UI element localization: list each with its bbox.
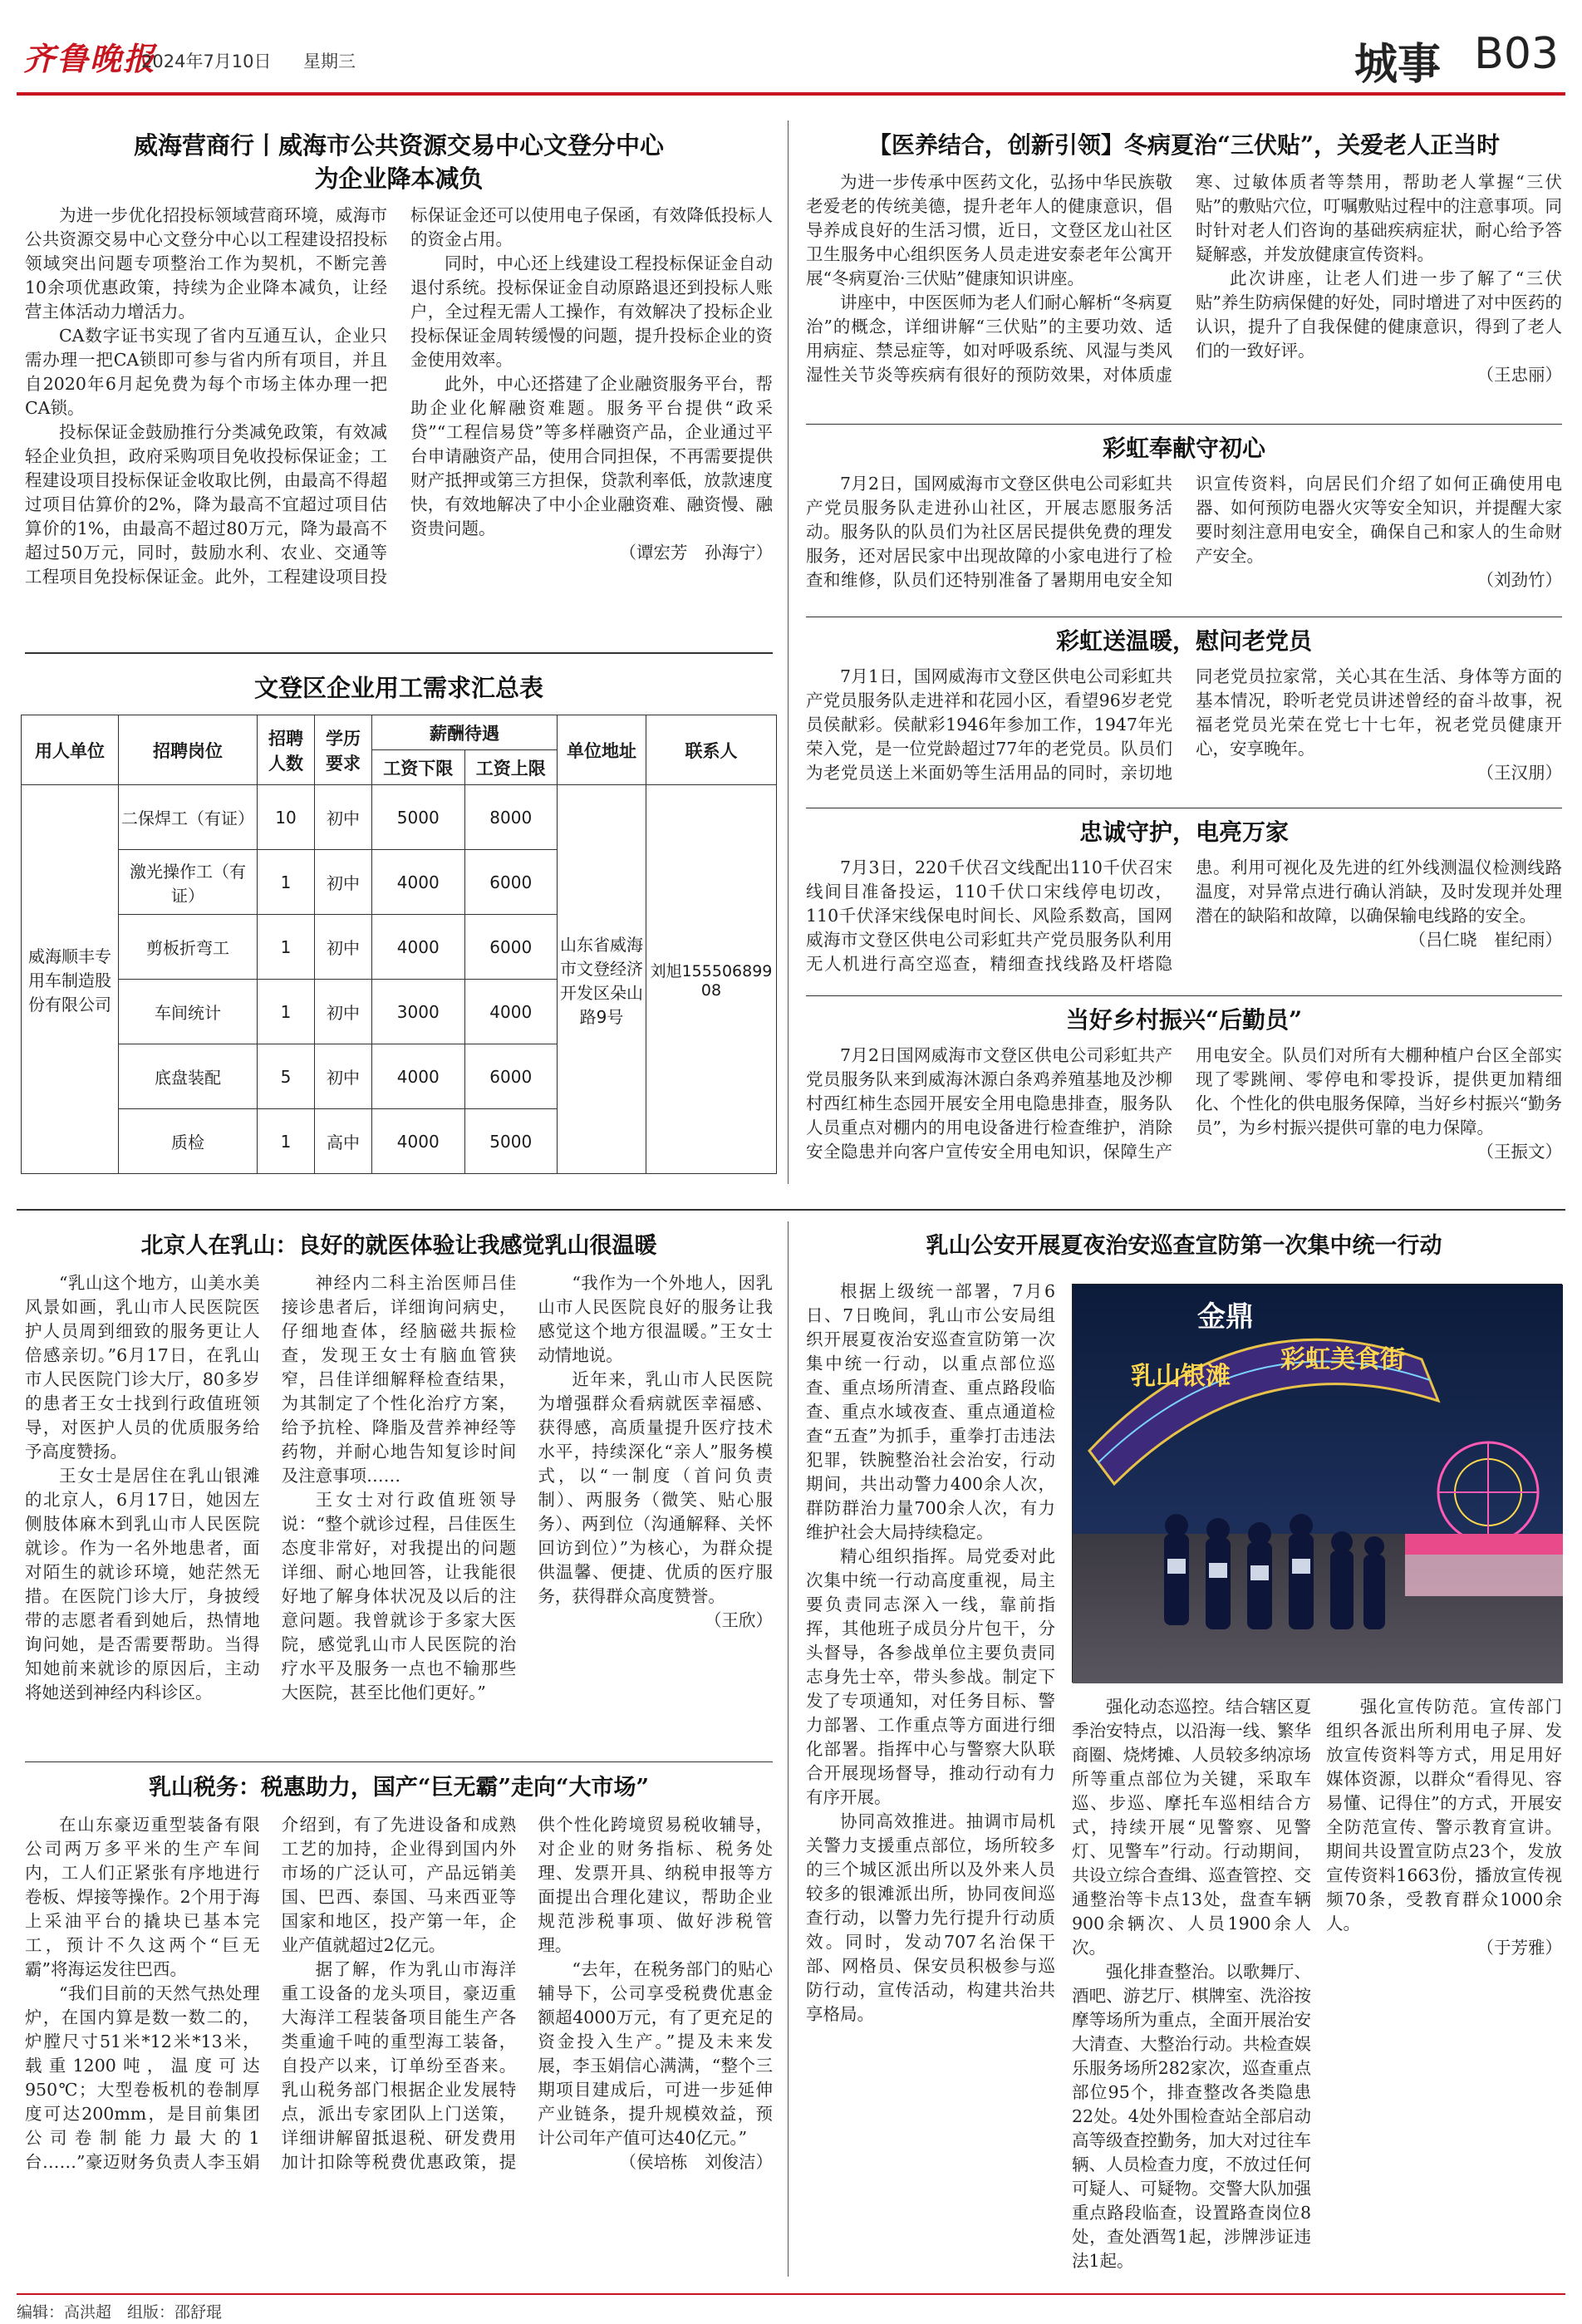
col-header-addr: 单位地址 <box>558 715 646 785</box>
cell-edu: 初中 <box>315 980 372 1044</box>
cell-high: 8000 <box>464 785 558 850</box>
article-business-environment <box>25 129 773 594</box>
article-title: 【医养结合，创新引领】冬病夏治“三伏贴”，关爱老人正当时 <box>867 131 1501 159</box>
divider <box>25 1761 773 1762</box>
cell-high: 6000 <box>464 915 558 980</box>
cell-post: 激光操作工（有证） <box>119 850 258 915</box>
cell-count: 1 <box>258 1109 315 1174</box>
byline: （侯培栋 刘俊洁） <box>619 2152 773 2172</box>
paragraph: 根据上级统一部署，7月6日、7日晚间，乳山市公安局组织开展夏夜治安巡查宣防第一次集中统一行动，以重点部位巡查、重点场所清查、重点路段临查、重点水域夜查、重点通道检查“五查”为抓手，重拳打击违法犯罪，铁腕整治社会治安，行动期间，共出动警力400余人次，群防群治力量700余人次，有力维护社会大局持续稳定。 <box>806 1281 1055 1542</box>
cell-edu: 初中 <box>315 915 372 980</box>
company-cell: 威海顺丰专用车制造股份有限公司 <box>22 785 119 1174</box>
col-header-count: 招聘人数 <box>258 715 315 785</box>
cell-post: 质检 <box>119 1109 258 1174</box>
address-cell: 山东省威海市文登经济开发区朵山路9号 <box>558 785 646 1174</box>
paragraph: 此次讲座，让老人们进一步了解了“三伏贴”养生防病保健的好处，同时增进了对中医药的认识，提升了自我保健的健康意识，得到了老人们的一致好评。 <box>1196 268 1562 361</box>
paragraph: 讲座中，中医医师为老人们耐心解析“冬病夏治”的概念，详细讲解“三伏贴”的主要功效、适用病症、禁忌症等，如对呼吸系统、风湿与类风湿性关节炎等疾病有很好的预防效果，对体质虚寒、过敏体质者等禁用，帮助老人掌握“三伏贴”的敷贴穴位，叮嘱敷贴过程中的注意事项。同时针对老人们咨询的基础疾病症状，耐心给予答疑解惑，并发放健康宣传资料。 <box>806 172 1562 385</box>
article-title: 威海营商行丨威海市公共资源交易中心文登分中心 <box>133 131 664 160</box>
table-title: 文登区企业用工需求汇总表 <box>253 674 543 702</box>
cell-edu: 初中 <box>315 785 372 850</box>
article-beijing-medical <box>25 1230 773 1753</box>
cell-post: 底盘装配 <box>119 1044 258 1109</box>
article-body <box>806 170 1562 445</box>
paragraph: 强化排查整治。以歌舞厅、酒吧、游艺厅、棋牌室、洗浴按摩等场所为重点，全面开展治安大清查、大整治行动。共检查娱乐服务场所282家次，巡查重点部位95个，排查整改各类隐患22处。4处外围检查站全部启动高等级查控勤务，加大对过往车辆、人员检查力度，不放过任何可疑人、可疑物。交警大队加强重点路段临查，设置路查岗位8处，查处酒驾1起，涉牌涉证违法1起。 <box>1072 1962 1311 2271</box>
article-subtitle: 为企业降本减负 <box>314 165 484 193</box>
paragraph: 王女士是居住在乳山银滩的北京人，6月17日，她因左侧肢体麻木到乳山市人民医院就诊。作为一名外地患者，面对陌生的就诊环境，她茫然无措。在医院门诊大厅，身披绶带的志愿者看到她后，热情地询问她，是否需要帮助。当得知她前来就诊的原因后，主动将她送到神经内科诊区。 <box>25 1466 260 1702</box>
paragraph: 近年来，乳山市人民医院为增强群众看病就医幸福感、获得感，高质量提升医疗技术水平，持续深化“亲人”服务模式，以“一制度（首问负责制）、两服务（微笑、贴心服务）、两到位（沟通解释、关怀回访到位）”为核心，为群众提供温馨、便捷、优质的医疗服务，获得群众高度赞誉。 <box>538 1369 773 1606</box>
article-loyal-guard <box>806 816 1562 980</box>
job-demand-table <box>21 715 777 1174</box>
night-street-illustration <box>1073 1285 1563 1683</box>
issue-date: 2024年7月10日 <box>141 52 272 71</box>
byline: （谭宏芳 孙海宁） <box>619 543 773 563</box>
paragraph: “我作为一个外地人，因乳山市人民医院良好的服务让我感觉这个地方很温暖。”王女士动情地说。 <box>538 1273 773 1365</box>
cell-edu: 高中 <box>315 1109 372 1174</box>
paragraph: 精心组织指挥。局党委对此次集中统一行动高度重视，局主要负责同志深入一线，靠前指挥，其他班子成员分片包干，分头督导，各参战单位主要负责同志身先士卒，带头参战。制定下发了专项通知，对任务目标、警力部署、工作重点等方面进行细化部署。指挥中心与警察大队联合开展现场督导，推动行动有力有序开展。 <box>806 1546 1055 1807</box>
article-rainbow-warmth <box>806 625 1562 789</box>
byline: （于芳雅） <box>1476 1938 1562 1958</box>
cell-count: 1 <box>258 915 315 980</box>
paragraph: 同时，中心还上线建设工程投标保证金自动退付系统。投标保证金自动原路退还到投标人账户，全过程无需人工操作，有效解决了投标企业投标保证金周转缓慢的问题，提升投标企业的资金使用效率。 <box>410 253 773 370</box>
col-header-salary: 薪酬待遇 <box>372 715 558 750</box>
cell-low: 4000 <box>372 1044 465 1109</box>
cell-high: 4000 <box>464 980 558 1044</box>
newspaper-logo: 齐鲁晚报 <box>23 40 157 77</box>
paragraph: 7月2日国网威海市文登区供电公司彩虹共产党员服务队来到威海沐源白条鸡养殖基地及沙柳村西红柿生态园开展安全用电隐患排查，服务队人员重点对棚内的用电设备进行检查维护，消除安全隐患并向客户宣传安全用电知识，保障生产用电安全。队员们对所有大棚种植户台区全部实现了零跳闸、零停电和零投诉，提供更加精细化、个性化的供电服务保障，当好乡村振兴“勤务员”，为乡村振兴提供可靠的电力保障。 <box>806 1045 1562 1162</box>
section-name: 城事 <box>1354 39 1441 90</box>
article-title: 乳山税务：税惠助力，国产“巨无霸”走向“大市场” <box>148 1775 650 1801</box>
byline: （王忠丽） <box>1476 365 1562 385</box>
col-header-low: 工资下限 <box>372 750 465 785</box>
paragraph: 7月2日，国网威海市文登区供电公司彩虹共产党员服务队走进孙山社区，开展志愿服务活动。服务队的队员们为社区居民提供免费的理发服务，还对居民家中出现故障的小家电进行了检查和维修，队员们还特别准备了暑期用电安全知识宣传资料，向居民们介绍了如何正确使用电器、如何预防电器火灾等安全知识，并提醒大家要时刻注意用电安全，确保自己和家人的生命财产安全。 <box>806 474 1562 590</box>
cell-high: 6000 <box>464 850 558 915</box>
col-header-contact: 联系人 <box>646 715 777 785</box>
paragraph: 协同高效推进。抽调市局机关警力支援重点部位，场所较多的三个城区派出所以及外来人员较多的银滩派出所，协同夜间巡查行动，以警力先行提升行动质效。同时，发动707名治保干部、网格员、保安员积极参与巡防行动，宣传活动，构建共治共享格局。 <box>806 1811 1055 2024</box>
article-body <box>806 1044 1562 1201</box>
police-body-right <box>1326 1695 1562 2260</box>
article-rainbow-dedication <box>806 432 1562 597</box>
cell-post: 车间统计 <box>119 980 258 1044</box>
article-title: 乳山公安开展夏夜治安巡查宣防第一次集中统一行动 <box>926 1233 1442 1259</box>
divider <box>806 995 1562 996</box>
paragraph: “乳山这个地方，山美水美风景如画，乳山市人民医院医护人员周到细致的服务更让人倍感亲切。”6月17日，在乳山市人民医院门诊大厅，80多岁的患者王女士找到行政值班领导，对医护人员的优质服务给予高度赞扬。 <box>25 1273 260 1462</box>
article-body <box>25 204 773 594</box>
police-body-middle <box>1072 1695 1311 2271</box>
cell-post: 二保焊工（有证） <box>119 785 258 850</box>
cell-high: 5000 <box>464 1109 558 1174</box>
article-title: 当好乡村振兴“后勤员” <box>1065 1006 1303 1034</box>
article-tax-support <box>25 1771 773 2278</box>
paragraph: 7月3日，220千伏召文线配出110千伏召宋线间目准备投运，110千伏口宋线停电切改，110千伏泽宋线保电时间长、风险系数高，国网威海市文登区供电公司彩虹共产党员服务队利用无人机进行高空巡查，精细查找线路及杆塔隐患。利用可视化及先进的红外线测温仪检测线路温度，对异常点进行确认消缺，及时发现并处理潜在的缺陷和故障，以确保输电线路的安全。 <box>806 857 1562 974</box>
paragraph: 强化动态巡控。结合辖区夏季治安特点，以沿海一线、繁华商圈、烧烤摊、人员较多纳凉场所等重点部位为关键，采取车巡、步巡、摩托车巡相结合方式，持续开展“见警察、见警灯、见警车”行动。行动期间，共设立综合查缉、巡查管控、交通整治等卡点13处，盘查车辆900余辆次、人员1900余人次。 <box>1072 1697 1311 1958</box>
article-body <box>806 665 1562 789</box>
cell-edu: 初中 <box>315 1044 372 1109</box>
issue-weekday: 星期三 <box>303 52 356 71</box>
paragraph: 此外，中心还搭建了企业融资服务平台，帮助企业化解融资难题。服务平台提供“政采贷”“工程信易贷”等多样融资产品，企业通过平台申请融资产品，使用合同担保，不再需要提供财产抵押或第三方担保，贷款利率低，放款速度快，有效地解决了中小企业融资难、融资慢、融资贵问题。 <box>410 374 773 538</box>
article-body <box>806 856 1562 980</box>
col-header-edu: 学历要求 <box>315 715 372 785</box>
byline: （王汉朋） <box>1476 763 1562 783</box>
article-rural-support <box>806 1004 1562 1201</box>
masthead <box>17 0 1565 96</box>
cell-count: 1 <box>258 850 315 915</box>
article-title: 北京人在乳山：良好的就医体验让我感觉乳山很温暖 <box>140 1233 657 1259</box>
editor-credit: 编辑：高洪超 组版：邵舒琨 <box>17 2303 223 2322</box>
col-header-post: 招聘岗位 <box>119 715 258 785</box>
paragraph: 为进一步传承中医药文化，弘扬中华民族敬老爱老的传统美德，提升老年人的健康意识，倡导养成良好的生活习惯，近日，文登区龙山社区卫生服务中心组织医务人员走进安泰老年公寓开展“冬病夏治·三伏贴”健康知识讲座。 <box>806 172 1172 288</box>
byline: （王振文） <box>1476 1142 1562 1162</box>
column-divider <box>788 120 789 1184</box>
paragraph: 在山东豪迈重型装备有限公司两万多平米的生产车间内，工人们正紧张有序地进行卷板、焊接等操作。2个用于海上采油平台的撬块已基本完工，预计不久这两个“巨无霸”将海运发往巴西。 <box>25 1815 260 1979</box>
paragraph: 据了解，作为乳山市海洋重工设备的龙头项目，豪迈重大海洋工程装备项目能生产各类重逾千吨的重型海工装备，自投产以来，订单纷至沓来。乳山税务部门根据企业发展特点，派出专家团队上门送策，详细讲解留抵退税、研发费用加计扣除等税费优惠政策，提供个性化跨境贸易税收辅导，对企业的财务指标、税务处理、发票开具、纳税申报等方面提出合理化建议，帮助企业规范涉税事项、做好涉税管理。 <box>281 1815 773 2172</box>
paragraph: “我们目前的天然气热处理炉，在国内算是数一数二的，炉膛尺寸51米*12米*13米，载重1200吨，温度可达950℃；大型卷板机的卷制厚度可达200mm，是目前集团公司卷制能力最大的1台……”豪迈财务负责人李玉娟介绍到，有了先进设备和成熟工艺的加持，企业得到国内外市场的广泛认可，产品远销美国、巴西、泰国、马来西亚等国家和地区，投产第一年，企业产值就超过2亿元。 <box>25 1815 517 2172</box>
paragraph: 神经内二科主治医师吕佳接诊患者后，详细询问病史，仔细地查体，经脑磁共振检查，发现王女士有脑血管狭窄，吕佳详细解释检查结果，为其制定了个性化治疗方案，给予抗栓、降脂及营养神经等药物，并耐心地告知复诊时间及注意事项…… <box>281 1273 517 1486</box>
sign-food-street: 彩虹美食街 <box>1280 1345 1405 1374</box>
byline: （吕仁晓 崔纪雨） <box>1408 930 1562 950</box>
cell-low: 4000 <box>372 1109 465 1174</box>
paragraph: 为进一步优化招投标领域营商环境，威海市公共资源交易中心文登分中心以工程建设招投标领域突出问题专项整治工作为契机，不断完善10余项优惠政策，持续为企业降本减负，让经营主体活动力增活力。 <box>25 205 387 322</box>
paragraph: CA数字证书实现了省内互通互认，企业只需办理一把CA锁即可参与省内所有项目，并且自2020年6月起免费为每个市场主体办理一把CA锁。 <box>25 326 387 418</box>
cell-edu: 初中 <box>315 850 372 915</box>
article-police-patrol <box>806 1230 1562 1276</box>
article-title: 彩虹奉献守初心 <box>1102 435 1265 462</box>
divider <box>806 424 1562 425</box>
article-moxibustion <box>806 129 1562 445</box>
paragraph: 王女士对行政值班领导说：“整个就诊过程，吕佳医生态度非常好，对我提出的问题详细、耐心地回答，让我能很好地了解身体状况及以后的注意问题。我曾就诊于多家大医院，感觉乳山市人民医院的治疗水平及服务一点也不输那些大医院，甚至比他们更好。” <box>281 1490 517 1702</box>
article-title: 忠诚守护，电亮万家 <box>1078 818 1289 846</box>
cell-count: 1 <box>258 980 315 1044</box>
cell-low: 5000 <box>372 785 465 850</box>
article-job-table <box>21 671 777 1174</box>
divider <box>25 652 773 654</box>
cell-count: 5 <box>258 1044 315 1109</box>
article-title: 彩虹送温暖，慰问老党员 <box>1055 627 1312 655</box>
sign-silver-beach: 乳山银滩 <box>1131 1362 1231 1391</box>
page-footer <box>17 2293 1565 2322</box>
paragraph: 7月1日，国网威海市文登区供电公司彩虹共产党员服务队走进祥和花园小区，看望96岁老党员侯献彩。侯献彩1946年参加工作，1947年光荣入党，是一位党龄超过77年的老党员。队员们为老党员送上米面奶等生活用品的同时，亲切地同老党员拉家常，关心其在生活、身体等方面的基本情况，聆听老党员讲述曾经的奋斗故事，祝福老党员光荣在党七十七年，祝老党员健康开心，安享晚年。 <box>806 666 1562 783</box>
paragraph: 强化宣传防范。宣传部门组织各派出所利用电子屏、发放宣传资料等方式，用足用好媒体资源，以群众“看得见、容易懂、记得住”的方式，开展安全防范宣传、警示教育宣讲。期间共设置宣防点23个，发放宣传资料1663份，播放宣传视频70条，受教育群众1000余人。 <box>1326 1697 1562 1933</box>
column-divider <box>788 1221 789 2277</box>
byline: （刘劲竹） <box>1476 570 1562 590</box>
divider <box>17 1209 1565 1211</box>
paragraph: 投标保证金鼓励推行分类减免政策，有效减轻企业负担，政府采购项目免收投标保证金；工程建设项目投标保证金收取比例，由最高不得超过项目估算价的2%，降为最高不宜超过项目估算价的1%，由最高不超过80万元，降为最高不超过50万元，同时，鼓励水利、农业、交通等工程项目免投标保证金。此外，工程建设项目投标保证金还可以使用电子保函，有效降低投标人的资金占用。 <box>25 205 773 587</box>
table-row <box>22 785 777 850</box>
police-body-left <box>806 1280 1055 2260</box>
cell-count: 10 <box>258 785 315 850</box>
page-number: B03 <box>1474 29 1559 79</box>
byline: （王欣） <box>704 1610 773 1630</box>
paragraph: “去年，在税务部门的贴心辅导下，公司享受税费优惠金额超4000万元，有了更充足的资金投入生产。”提及未来发展，李玉娟信心满满，“整个三期项目建成后，可进一步延伸产业链条，提升规模效益，预计公司年产值可达40亿元。” <box>538 1959 773 2148</box>
cell-low: 4000 <box>372 915 465 980</box>
col-header-high: 工资上限 <box>464 750 558 785</box>
cell-post: 剪板折弯工 <box>119 915 258 980</box>
cell-low: 4000 <box>372 850 465 915</box>
article-body <box>806 472 1562 597</box>
cell-high: 6000 <box>464 1044 558 1109</box>
sign-jinding: 金鼎 <box>1197 1300 1254 1334</box>
cell-low: 3000 <box>372 980 465 1044</box>
contact-cell: 刘旭15550689908 <box>646 785 777 1174</box>
col-header-unit: 用人单位 <box>22 715 119 785</box>
article-body <box>25 1271 773 1753</box>
police-patrol-photo <box>1072 1284 1562 1683</box>
article-body <box>25 1813 773 2278</box>
